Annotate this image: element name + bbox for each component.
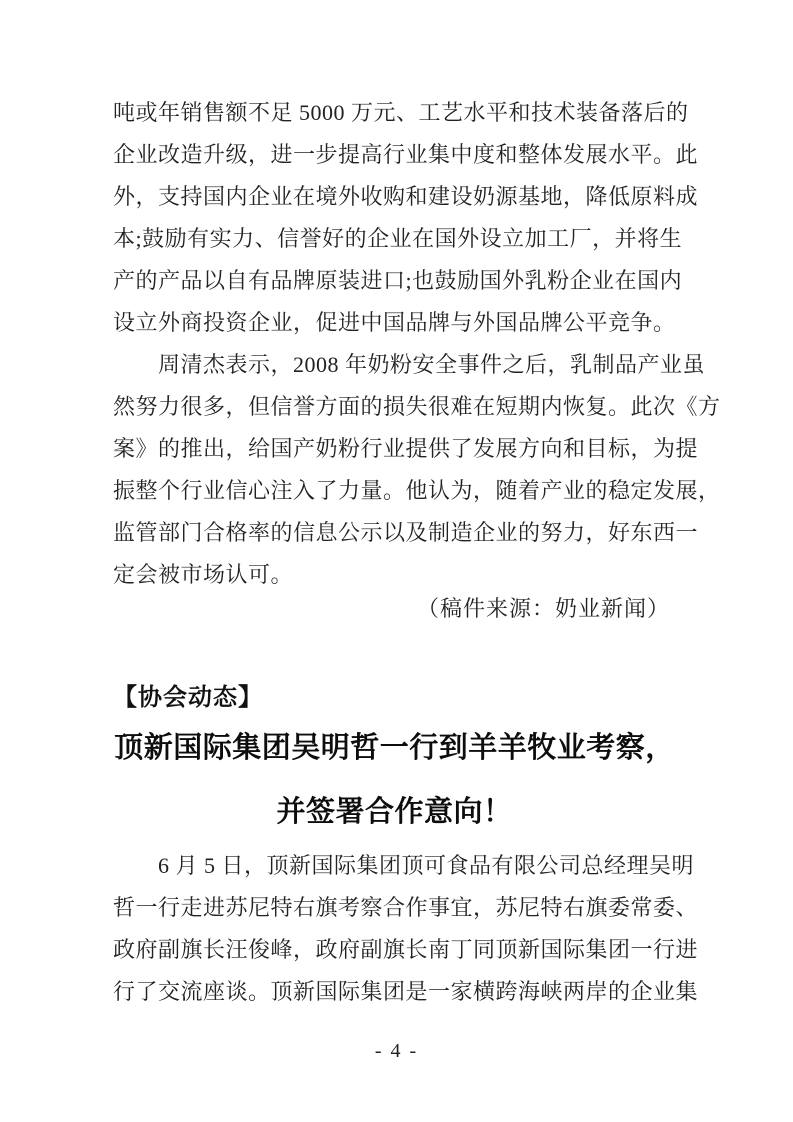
text-line: 案》的推出，给国产奶粉行业提供了发展方向和目标，为提 <box>113 436 699 461</box>
article-title-line-2: 并签署合作意向！ <box>276 796 513 828</box>
paragraph-1 <box>113 92 699 344</box>
text-line: 外，支持国内企业在境外收购和建设奶源基地，降低原料成 <box>113 184 699 209</box>
text-line: 周清杰表示，2008 年奶粉安全事件之后，乳制品产业虽 <box>158 352 706 377</box>
text-line: 监管部门合格率的信息公示以及制造企业的努力，好东西一 <box>113 520 699 545</box>
article-title <box>113 716 676 844</box>
article-title-line-1: 顶新国际集团吴明哲一行到羊羊牧业考察， <box>114 732 675 764</box>
paragraph-3 <box>113 845 699 1013</box>
text-line: 吨或年销售额不足 5000 万元、工艺水平和技术装备落后的 <box>113 100 689 125</box>
text-line: 6 月 5 日，顶新国际集团顶可食品有限公司总经理吴明 <box>158 853 695 878</box>
text-line: 振整个行业信心注入了力量。他认为，随着产业的稳定发展， <box>113 478 721 503</box>
text-line: 哲一行走进苏尼特右旗考察合作事宜，苏尼特右旗委常委、 <box>113 895 699 920</box>
paragraph-2 <box>113 344 721 596</box>
text-line: 企业改造升级，进一步提高行业集中度和整体发展水平。此 <box>113 142 699 167</box>
text-line: 产的产品以自有品牌原装进口;也鼓励国外乳粉企业在国内 <box>113 268 683 293</box>
text-line: 设立外商投资企业，促进中国品牌与外国品牌公平竞争。 <box>113 310 676 335</box>
page-number: - 4 - <box>374 1040 419 1062</box>
text-line: 本;鼓励有实力、信誉好的企业在国外设立加工厂，并将生 <box>113 226 683 251</box>
text-line: 政府副旗长汪俊峰，政府副旗长南丁同顶新国际集团一行进 <box>113 937 699 962</box>
text-line: 定会被市场认可。 <box>113 562 294 587</box>
text-line: 然努力很多，但信誉方面的损失很难在短期内恢复。此次《方 <box>113 394 721 419</box>
source-attribution: （稿件来源：奶业新闻） <box>416 596 670 621</box>
text-line: 行了交流座谈。顶新国际集团是一家横跨海峡两岸的企业集 <box>113 979 699 1004</box>
section-header: 【协会动态】 <box>113 684 263 711</box>
